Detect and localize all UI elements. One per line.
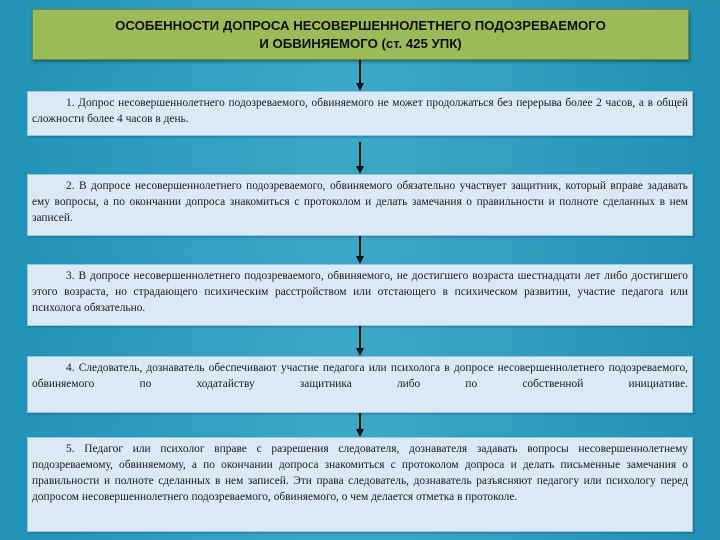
arrow-down-icon [356,142,364,174]
arrow-down-icon [356,236,364,264]
title-box [32,9,689,60]
item-box-2 [27,174,693,236]
item-text-1: 1. Допрос несовершеннолетнего подозреваемого, обвиняемого не может продолжаться без перерыва более 2 часов, а в общей сложности более 4 часов в день. [32,97,688,125]
item-box-3 [27,264,693,326]
item-text-3: 3. В допросе несовершеннолетнего подозреваемого, обвиняемого, не достигшего возраста шестнадцати лет либо достигшего этого возраста, но страдающего психическим расстройством или отстающего в психическом развитии, участие педагога или психолога обязательно. [32,270,688,314]
arrow-down-icon [356,413,364,437]
item-text-5: 5. Педагог или психолог вправе с разрешения следователя, дознавателя задавать вопросы несовершеннолетнему подозреваемому, обвиняемому, а по окончании допроса знакомиться с протоколом допроса и делать письменные замечания о правильности и полноте сделанных в нем записей. Эти права следователь, дознаватель разъясняют педагогу или психологу перед допросом несовершеннолетнего подозреваемого, обвиняемого, о чем делается отметка в протоколе. [32,443,688,503]
item-text-2: 2. В допросе несовершеннолетнего подозреваемого, обвиняемого обязательно участвует защитник, который вправе задавать ему вопросы, а по окончании допроса знакомиться с протоколом и делать замечания о правильности и полноте сделанных в нем записей. [32,180,688,224]
arrow-down-icon [356,60,364,91]
item-box-4 [27,356,693,413]
diagram-title: ОСОБЕННОСТИ ДОПРОСА НЕСОВЕРШЕННОЛЕТНЕГО ПОДОЗРЕВАЕМОГО И ОБВИНЯЕМОГО (ст. 425 УПК) [115,17,606,51]
item-box-5 [27,437,693,532]
item-text-4: 4. Следователь, дознаватель обеспечивают участие педагога или психолога в допросе несовершеннолетнего подозреваемого, обвиняемого по ходатайству защитника либо по собственной инициативе. [32,362,688,390]
arrow-down-icon [356,326,364,356]
item-box-1 [27,91,693,136]
